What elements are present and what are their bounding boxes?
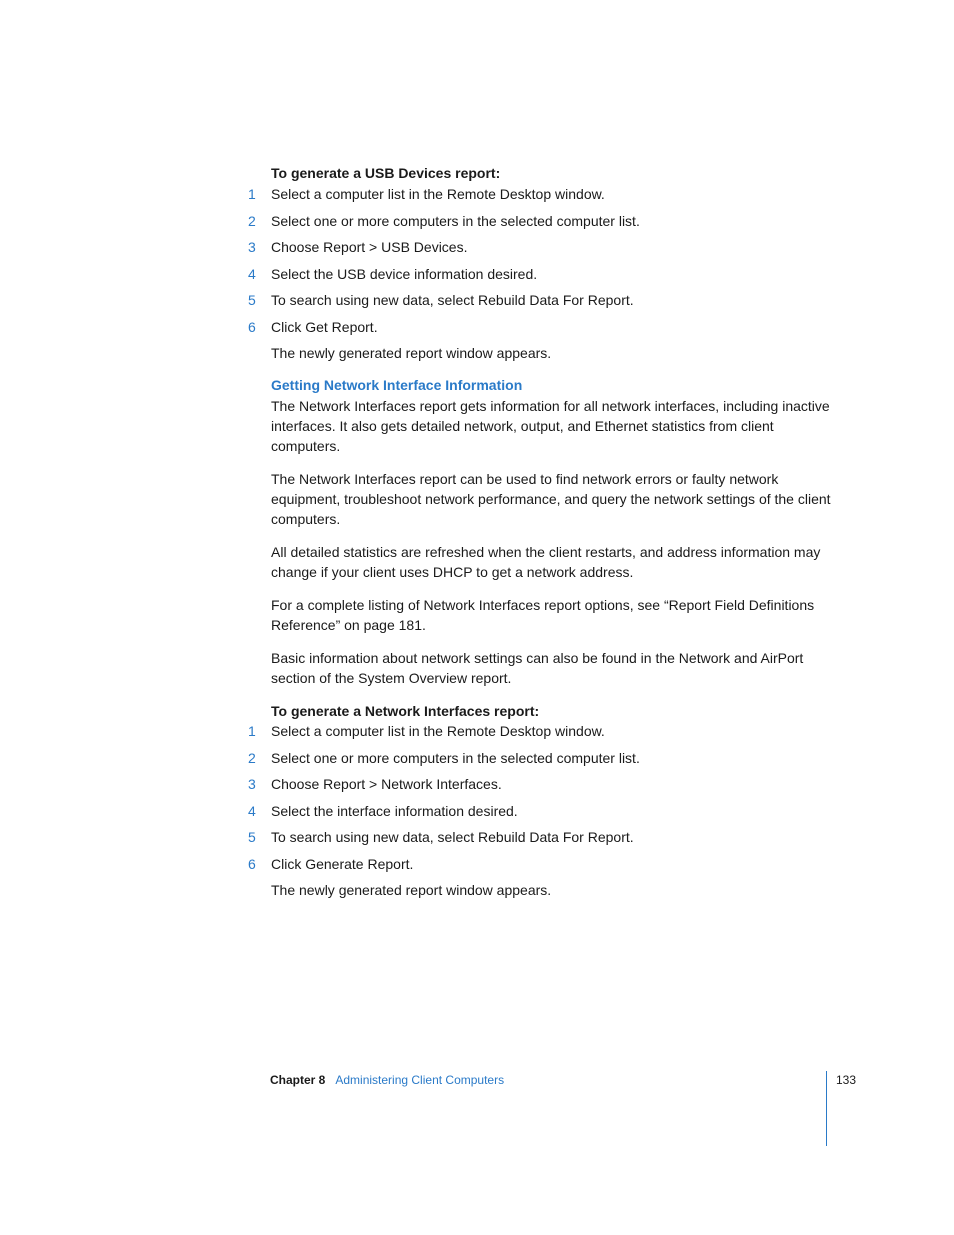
list-item <box>248 721 848 748</box>
section-heading: Getting Network Interface Information <box>271 377 523 393</box>
list-item <box>248 264 848 291</box>
list-item <box>248 801 848 828</box>
step-text: Select one or more computers in the selected computer list. <box>271 212 640 229</box>
usb-result-text: The newly generated report window appears. <box>271 345 552 361</box>
list-item <box>248 184 848 211</box>
page-footer <box>270 1071 504 1089</box>
step-number: 4 <box>248 802 256 819</box>
paragraph: The Network Interfaces report gets information for all network interfaces, including inactive interfaces. It also gets detailed network, output, and Ethernet statistics from client computers. <box>271 398 830 454</box>
step-number: 2 <box>248 212 256 229</box>
step-text: To search using new data, select Rebuild Data For Report. <box>271 292 634 309</box>
page-number: 133 <box>836 1073 857 1087</box>
step-text: Select a computer list in the Remote Desktop window. <box>271 723 605 739</box>
step-text: To search using new data, select Rebuild Data For Report. <box>271 829 634 846</box>
list-item <box>248 827 848 854</box>
list-item <box>248 774 848 801</box>
usb-steps-list <box>248 184 848 344</box>
paragraph: Basic information about network settings can also be found in the Network and AirPort section of the System Overview report. <box>271 650 804 686</box>
step-text: Choose Report > Network Interfaces. <box>271 776 502 793</box>
step-number: 5 <box>248 292 256 309</box>
paragraph: All detailed statistics are refreshed when the client restarts, and address information may change if your client uses DHCP to get a network address. <box>271 544 821 580</box>
footer-chapter-title: Administering Client Computers <box>335 1073 505 1087</box>
step-number: 3 <box>248 776 256 793</box>
step-text: Click Get Report. <box>271 318 378 335</box>
step-text: Click Generate Report. <box>271 855 414 872</box>
paragraph: The Network Interfaces report can be used to find network errors or faulty network equipment, troubleshoot network performance, and query the network settings of the client computers. <box>271 471 831 527</box>
footer-chapter: Chapter 8 <box>270 1073 326 1087</box>
list-item <box>248 317 848 344</box>
step-number: 1 <box>248 186 256 202</box>
step-number: 5 <box>248 829 256 846</box>
list-item <box>248 211 848 238</box>
network-steps-list <box>248 721 848 881</box>
step-number: 3 <box>248 239 256 256</box>
step-number: 6 <box>248 855 256 872</box>
list-item <box>248 290 848 317</box>
step-text: Select a computer list in the Remote Desktop window. <box>271 186 605 202</box>
step-number: 4 <box>248 265 256 282</box>
step-number: 1 <box>248 723 256 739</box>
step-text: Select the interface information desired. <box>271 802 518 819</box>
paragraph: For a complete listing of Network Interfaces report options, see “Report Field Definitions Reference” on page 181. <box>271 597 815 633</box>
network-result-text: The newly generated report window appears. <box>271 882 552 898</box>
list-item <box>248 237 848 264</box>
step-text: Choose Report > USB Devices. <box>271 239 468 256</box>
step-number: 6 <box>248 318 256 335</box>
list-item <box>248 748 848 775</box>
step-number: 2 <box>248 749 256 766</box>
footer-divider <box>826 1071 827 1146</box>
step-text: Select one or more computers in the selected computer list. <box>271 749 640 766</box>
step-text: Select the USB device information desired. <box>271 265 538 282</box>
list-item <box>248 854 848 881</box>
usb-procedure-title: To generate a USB Devices report: <box>271 165 501 181</box>
network-procedure-title: To generate a Network Interfaces report: <box>271 703 540 719</box>
